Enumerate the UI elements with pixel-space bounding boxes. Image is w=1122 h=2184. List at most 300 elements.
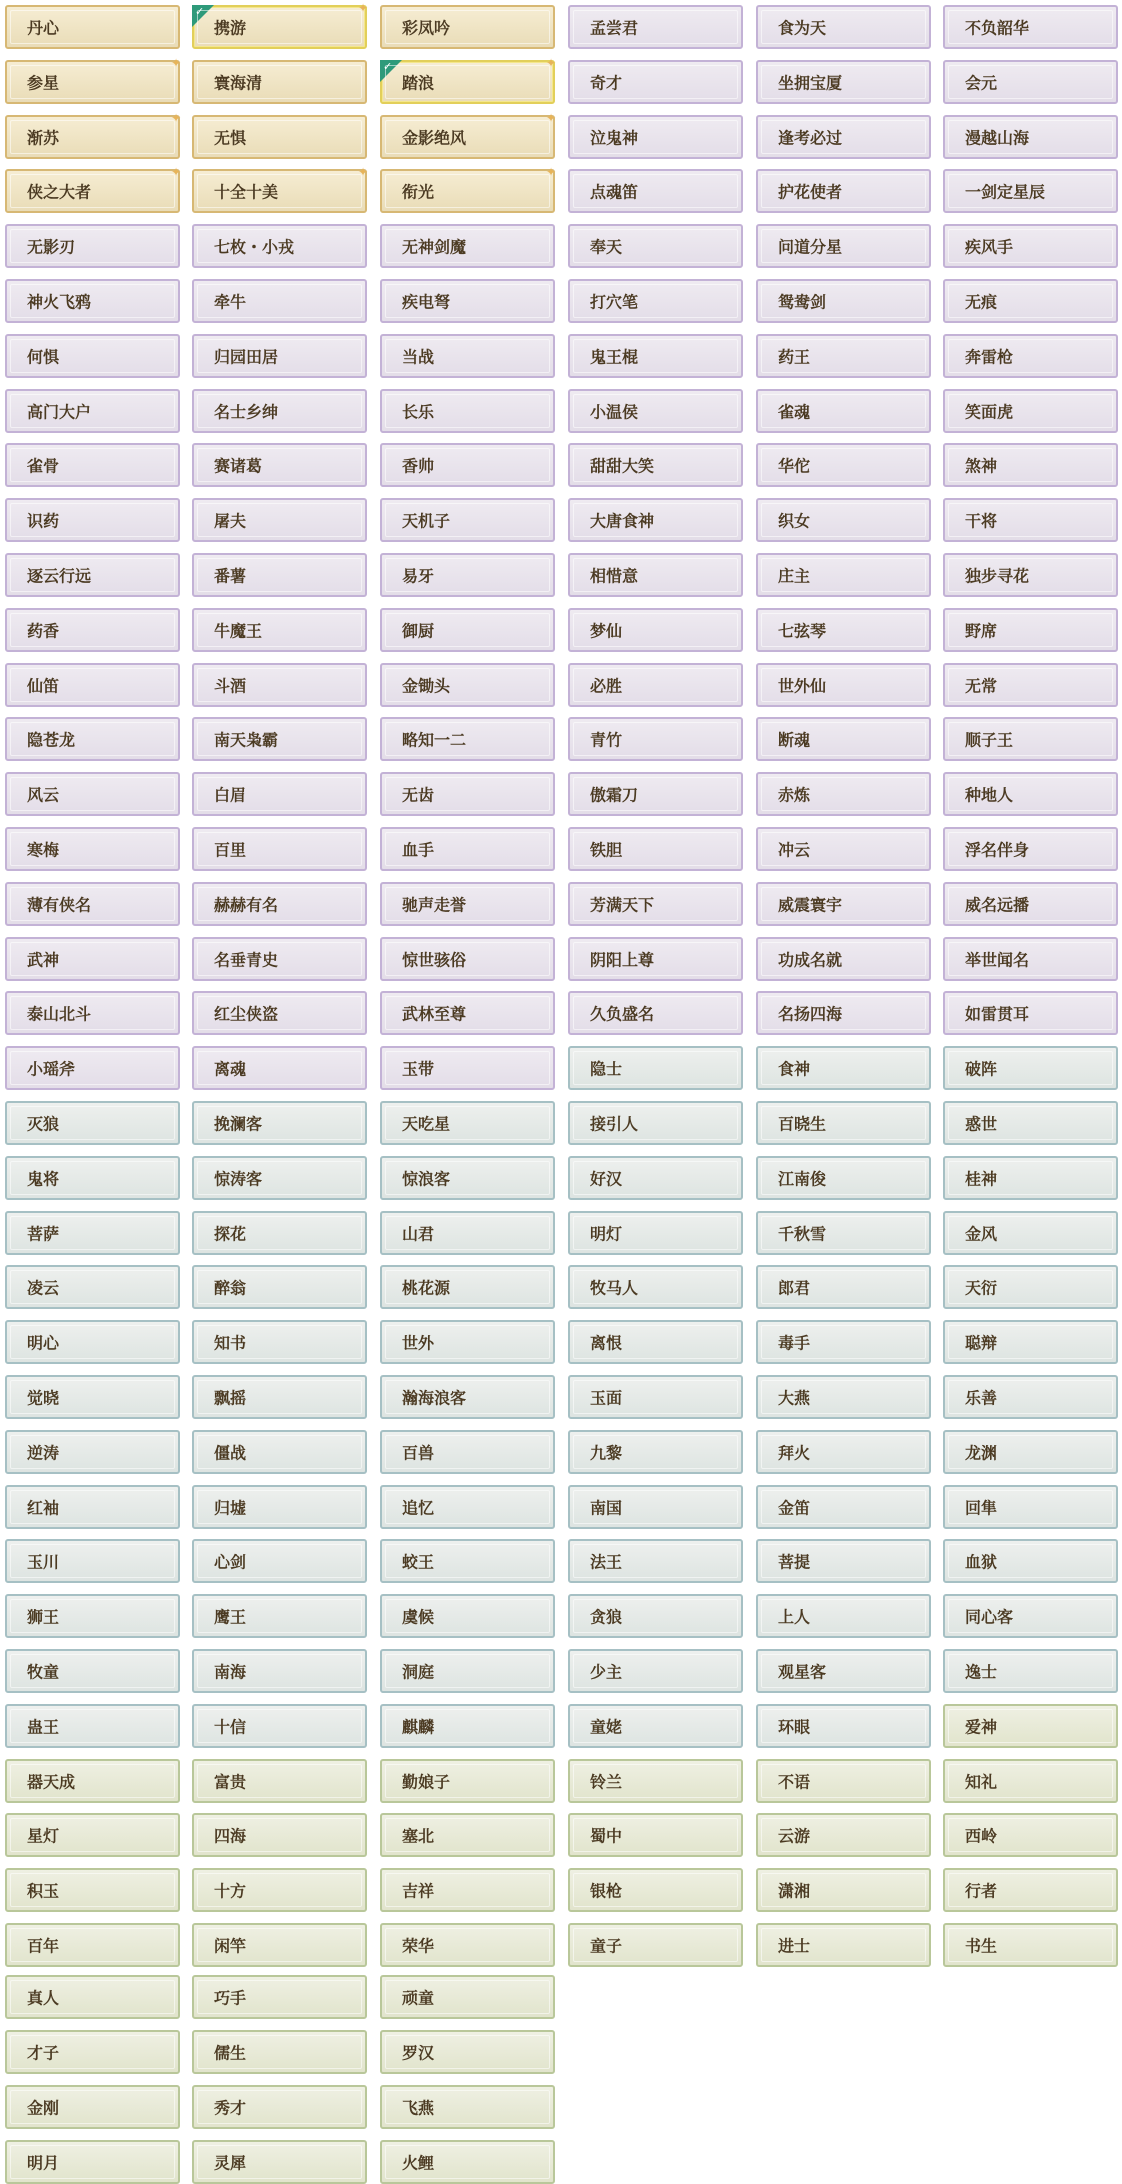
title-label: 山君 bbox=[402, 1224, 435, 1244]
title-label: 凌云 bbox=[27, 1278, 60, 1298]
title-card[interactable] bbox=[5, 663, 180, 707]
title-card[interactable] bbox=[756, 1759, 931, 1803]
title-card[interactable] bbox=[756, 443, 931, 487]
title-label: 瀚海浪客 bbox=[402, 1388, 467, 1408]
title-card[interactable] bbox=[192, 1704, 367, 1748]
title-card[interactable] bbox=[943, 224, 1118, 268]
title-card[interactable] bbox=[192, 334, 367, 378]
title-card[interactable] bbox=[380, 1704, 555, 1748]
title-card[interactable] bbox=[192, 1539, 367, 1583]
title-label: 百里 bbox=[214, 840, 247, 860]
title-label: 甜甜大笑 bbox=[590, 456, 655, 476]
title-card[interactable] bbox=[192, 827, 367, 871]
title-card[interactable] bbox=[756, 608, 931, 652]
title-card[interactable] bbox=[192, 1649, 367, 1693]
title-card[interactable] bbox=[943, 1485, 1118, 1529]
title-card[interactable] bbox=[192, 1923, 367, 1967]
title-card[interactable] bbox=[380, 663, 555, 707]
title-card[interactable] bbox=[756, 1046, 931, 1090]
title-card[interactable] bbox=[5, 1704, 180, 1748]
title-card[interactable] bbox=[5, 165, 181, 213]
title-card[interactable] bbox=[756, 60, 931, 104]
title-card[interactable] bbox=[5, 443, 180, 487]
title-card[interactable] bbox=[943, 1156, 1118, 1200]
title-card[interactable] bbox=[568, 827, 743, 871]
title-card[interactable] bbox=[192, 389, 367, 433]
title-label: 渐苏 bbox=[27, 128, 60, 148]
title-card[interactable] bbox=[380, 1265, 555, 1309]
title-card[interactable] bbox=[5, 882, 180, 926]
title-label: 巧手 bbox=[214, 1988, 247, 2008]
title-card[interactable] bbox=[943, 1594, 1118, 1638]
title-label: 惊浪客 bbox=[402, 1169, 451, 1189]
title-card[interactable] bbox=[5, 1265, 180, 1309]
title-label: 上人 bbox=[778, 1607, 811, 1627]
title-card[interactable] bbox=[380, 498, 555, 542]
title-card[interactable] bbox=[192, 553, 367, 597]
title-card[interactable] bbox=[568, 772, 743, 816]
title-card[interactable] bbox=[756, 389, 931, 433]
title-card[interactable] bbox=[380, 110, 556, 159]
title-label: 勤娘子 bbox=[402, 1772, 451, 1792]
title-card[interactable] bbox=[568, 1375, 743, 1419]
title-label: 食为天 bbox=[778, 18, 827, 38]
title-card[interactable] bbox=[568, 1704, 743, 1748]
title-card[interactable] bbox=[756, 169, 931, 213]
title-card[interactable] bbox=[943, 1211, 1118, 1255]
new-badge-icon: ✦ bbox=[357, 1, 368, 15]
title-card[interactable] bbox=[380, 1320, 555, 1364]
title-card[interactable] bbox=[5, 1375, 180, 1419]
title-card[interactable] bbox=[380, 1975, 555, 2019]
title-card[interactable] bbox=[380, 224, 555, 268]
title-card[interactable] bbox=[5, 110, 181, 159]
title-label: 心剑 bbox=[214, 1552, 247, 1572]
title-card[interactable] bbox=[568, 1649, 743, 1693]
title-card[interactable] bbox=[756, 115, 931, 159]
title-card[interactable] bbox=[756, 5, 931, 49]
title-card[interactable] bbox=[192, 1430, 367, 1474]
title-card[interactable] bbox=[943, 553, 1118, 597]
title-label: 识药 bbox=[27, 511, 60, 531]
title-card[interactable] bbox=[5, 1539, 180, 1583]
title-card[interactable] bbox=[943, 1046, 1118, 1090]
title-label: 无惧 bbox=[214, 128, 247, 148]
title-card[interactable] bbox=[943, 279, 1118, 323]
title-label: 相惜意 bbox=[590, 566, 639, 586]
title-card[interactable] bbox=[192, 224, 367, 268]
title-card[interactable] bbox=[5, 1813, 180, 1857]
title-card[interactable] bbox=[943, 991, 1118, 1035]
title-card[interactable] bbox=[192, 60, 367, 104]
title-label: 功成名就 bbox=[778, 950, 843, 970]
title-label: 逆涛 bbox=[27, 1443, 60, 1463]
title-label: 金锄头 bbox=[402, 676, 451, 696]
title-card[interactable] bbox=[943, 334, 1118, 378]
title-card[interactable] bbox=[943, 115, 1118, 159]
title-card[interactable] bbox=[568, 1265, 743, 1309]
title-card[interactable] bbox=[756, 498, 931, 542]
title-card[interactable] bbox=[5, 1101, 180, 1145]
title-card[interactable] bbox=[5, 1759, 180, 1803]
title-card[interactable] bbox=[568, 1156, 743, 1200]
title-card[interactable] bbox=[568, 1868, 743, 1912]
title-card[interactable] bbox=[380, 1923, 555, 1967]
title-label: 南海 bbox=[214, 1662, 247, 1682]
title-label: 隐苍龙 bbox=[27, 730, 76, 750]
title-card[interactable] bbox=[568, 1211, 743, 1255]
title-card[interactable] bbox=[192, 165, 368, 213]
title-card[interactable] bbox=[756, 334, 931, 378]
title-card[interactable] bbox=[380, 937, 555, 981]
title-card[interactable] bbox=[943, 1704, 1118, 1748]
title-card[interactable] bbox=[568, 1320, 743, 1364]
title-card[interactable] bbox=[568, 717, 743, 761]
title-label: 十全十美 bbox=[214, 182, 279, 202]
title-card[interactable] bbox=[568, 663, 743, 707]
title-card[interactable] bbox=[943, 1375, 1118, 1419]
title-label: 泣鬼神 bbox=[590, 128, 639, 148]
title-label: 不负韶华 bbox=[965, 18, 1030, 38]
title-card[interactable] bbox=[380, 608, 555, 652]
title-card[interactable] bbox=[5, 1923, 180, 1967]
title-label: 打穴笔 bbox=[590, 292, 639, 312]
title-card[interactable] bbox=[5, 1156, 180, 1200]
title-card[interactable] bbox=[5, 224, 180, 268]
title-card[interactable] bbox=[192, 717, 367, 761]
title-card[interactable] bbox=[756, 1211, 931, 1255]
title-card[interactable] bbox=[943, 663, 1118, 707]
title-card[interactable] bbox=[192, 1320, 367, 1364]
title-label: 玉带 bbox=[402, 1059, 435, 1079]
title-card[interactable] bbox=[192, 1485, 367, 1529]
title-card[interactable] bbox=[380, 1539, 555, 1583]
title-card[interactable] bbox=[5, 553, 180, 597]
title-label: 龙渊 bbox=[965, 1443, 998, 1463]
title-card[interactable] bbox=[568, 991, 743, 1035]
title-card[interactable] bbox=[756, 827, 931, 871]
title-card[interactable] bbox=[192, 2030, 367, 2074]
title-label: 驰声走誉 bbox=[402, 895, 467, 915]
title-card[interactable] bbox=[192, 1211, 367, 1255]
title-card[interactable] bbox=[5, 2030, 180, 2074]
title-label: 不语 bbox=[778, 1772, 811, 1792]
title-card[interactable] bbox=[568, 1539, 743, 1583]
title-card[interactable] bbox=[756, 772, 931, 816]
title-card[interactable] bbox=[5, 55, 181, 104]
title-card[interactable] bbox=[5, 1320, 180, 1364]
title-card[interactable] bbox=[568, 169, 743, 213]
title-card[interactable] bbox=[756, 1375, 931, 1419]
title-card[interactable] bbox=[756, 1156, 931, 1200]
title-label: 探花 bbox=[214, 1224, 247, 1244]
title-label: 知书 bbox=[214, 1333, 247, 1353]
title-card[interactable] bbox=[568, 1485, 743, 1529]
title-card[interactable] bbox=[568, 882, 743, 926]
title-card[interactable] bbox=[380, 279, 555, 323]
title-card[interactable] bbox=[568, 334, 743, 378]
title-card[interactable] bbox=[568, 5, 743, 49]
title-card[interactable] bbox=[380, 165, 556, 213]
title-card[interactable] bbox=[943, 1923, 1118, 1967]
title-label: 无神剑魔 bbox=[402, 237, 467, 257]
title-card[interactable] bbox=[192, 991, 367, 1035]
title-card[interactable] bbox=[943, 1868, 1118, 1912]
title-card[interactable] bbox=[943, 608, 1118, 652]
title-card[interactable] bbox=[5, 5, 180, 49]
title-card[interactable] bbox=[192, 882, 367, 926]
title-card[interactable] bbox=[568, 115, 743, 159]
title-card[interactable] bbox=[756, 224, 931, 268]
title-card[interactable] bbox=[192, 937, 367, 981]
title-label: 隐士 bbox=[590, 1059, 623, 1079]
title-card[interactable] bbox=[756, 663, 931, 707]
title-card[interactable] bbox=[756, 1594, 931, 1638]
title-card[interactable] bbox=[756, 1813, 931, 1857]
title-card[interactable] bbox=[568, 1923, 743, 1967]
title-card[interactable] bbox=[756, 1320, 931, 1364]
title-label: 金笛 bbox=[778, 1498, 811, 1518]
title-card[interactable] bbox=[943, 1649, 1118, 1693]
title-card[interactable] bbox=[943, 882, 1118, 926]
title-card[interactable] bbox=[192, 663, 367, 707]
title-card[interactable] bbox=[756, 279, 931, 323]
title-card[interactable] bbox=[5, 1046, 180, 1090]
title-label: 举世闻名 bbox=[965, 950, 1030, 970]
title-card[interactable] bbox=[192, 1, 368, 49]
title-label: 香帅 bbox=[402, 456, 435, 476]
title-card[interactable] bbox=[380, 1868, 555, 1912]
title-card[interactable] bbox=[5, 1430, 180, 1474]
title-card[interactable] bbox=[943, 1813, 1118, 1857]
title-card[interactable] bbox=[756, 1704, 931, 1748]
title-card[interactable] bbox=[5, 1594, 180, 1638]
title-label: 毒手 bbox=[778, 1333, 811, 1353]
title-label: 铁胆 bbox=[590, 840, 623, 860]
title-card[interactable] bbox=[380, 55, 556, 104]
title-card[interactable] bbox=[568, 1594, 743, 1638]
title-card[interactable] bbox=[5, 389, 180, 433]
title-label: 狮王 bbox=[27, 1607, 60, 1627]
title-card[interactable] bbox=[380, 1485, 555, 1529]
title-card[interactable] bbox=[943, 827, 1118, 871]
title-card[interactable] bbox=[568, 1046, 743, 1090]
title-card[interactable] bbox=[756, 1265, 931, 1309]
title-card[interactable] bbox=[756, 991, 931, 1035]
title-card[interactable] bbox=[5, 772, 180, 816]
title-card[interactable] bbox=[756, 553, 931, 597]
title-label: 真人 bbox=[27, 1988, 60, 2008]
title-card[interactable] bbox=[756, 717, 931, 761]
title-card[interactable] bbox=[568, 553, 743, 597]
title-card[interactable] bbox=[380, 882, 555, 926]
title-label: 麒麟 bbox=[402, 1717, 435, 1737]
title-card[interactable] bbox=[943, 389, 1118, 433]
title-card[interactable] bbox=[192, 1046, 367, 1090]
title-label: 威震寰宇 bbox=[778, 895, 843, 915]
title-card[interactable] bbox=[756, 937, 931, 981]
title-card[interactable] bbox=[943, 1430, 1118, 1474]
title-label: 江南俊 bbox=[778, 1169, 827, 1189]
title-card[interactable] bbox=[380, 443, 555, 487]
title-card[interactable] bbox=[380, 772, 555, 816]
title-card[interactable] bbox=[380, 389, 555, 433]
title-label: 星灯 bbox=[27, 1826, 60, 1846]
title-card[interactable] bbox=[380, 1759, 555, 1803]
title-card[interactable] bbox=[192, 608, 367, 652]
title-card[interactable] bbox=[380, 1813, 555, 1857]
title-label: 番薯 bbox=[214, 566, 247, 586]
title-card[interactable] bbox=[943, 498, 1118, 542]
title-label: 奇才 bbox=[590, 73, 623, 93]
title-card[interactable] bbox=[192, 2140, 367, 2184]
title-card[interactable] bbox=[756, 1485, 931, 1529]
title-card[interactable] bbox=[568, 498, 743, 542]
title-card[interactable] bbox=[943, 1759, 1118, 1803]
title-label: 归墟 bbox=[214, 1498, 247, 1518]
title-card[interactable] bbox=[192, 1813, 367, 1857]
title-card[interactable] bbox=[756, 1649, 931, 1693]
title-card[interactable] bbox=[756, 1923, 931, 1967]
title-label: 无齿 bbox=[402, 785, 435, 805]
title-card[interactable] bbox=[192, 1759, 367, 1803]
title-card[interactable] bbox=[568, 389, 743, 433]
title-card[interactable] bbox=[568, 1813, 743, 1857]
title-card[interactable] bbox=[943, 772, 1118, 816]
title-card[interactable] bbox=[380, 1375, 555, 1419]
title-card[interactable] bbox=[5, 498, 180, 542]
title-card[interactable] bbox=[192, 498, 367, 542]
title-card[interactable] bbox=[380, 553, 555, 597]
title-label: 独步寻花 bbox=[965, 566, 1030, 586]
title-card[interactable] bbox=[5, 1211, 180, 1255]
title-label: 寰海清 bbox=[214, 73, 263, 93]
title-label: 百晓生 bbox=[778, 1114, 827, 1134]
title-label: 断魂 bbox=[778, 730, 811, 750]
title-label: 洞庭 bbox=[402, 1662, 435, 1682]
title-card[interactable] bbox=[943, 1320, 1118, 1364]
title-card[interactable] bbox=[5, 2085, 180, 2129]
title-card[interactable] bbox=[568, 937, 743, 981]
title-label: 赫赫有名 bbox=[214, 895, 279, 915]
title-card[interactable] bbox=[380, 5, 555, 49]
title-label: 御厨 bbox=[402, 621, 435, 641]
title-card[interactable] bbox=[943, 169, 1118, 213]
title-card[interactable] bbox=[192, 772, 367, 816]
title-label: 行者 bbox=[965, 1881, 998, 1901]
title-card[interactable] bbox=[943, 443, 1118, 487]
title-card[interactable] bbox=[568, 224, 743, 268]
title-card[interactable] bbox=[380, 1594, 555, 1638]
title-label: 童姥 bbox=[590, 1717, 623, 1737]
title-card[interactable] bbox=[192, 1868, 367, 1912]
title-card[interactable] bbox=[568, 60, 743, 104]
title-card[interactable] bbox=[380, 991, 555, 1035]
title-label: 西岭 bbox=[965, 1826, 998, 1846]
title-card[interactable] bbox=[568, 279, 743, 323]
title-card[interactable] bbox=[568, 1101, 743, 1145]
title-card[interactable] bbox=[192, 115, 367, 159]
title-card[interactable] bbox=[568, 1430, 743, 1474]
title-label: 名士乡绅 bbox=[214, 402, 279, 422]
title-card[interactable] bbox=[5, 1975, 180, 2019]
title-card[interactable] bbox=[192, 1375, 367, 1419]
title-card[interactable] bbox=[943, 1101, 1118, 1145]
title-card[interactable] bbox=[5, 608, 180, 652]
title-card[interactable] bbox=[5, 717, 180, 761]
title-card[interactable] bbox=[756, 882, 931, 926]
title-label: 蛟王 bbox=[402, 1552, 435, 1572]
title-label: 世外仙 bbox=[778, 676, 827, 696]
title-card[interactable] bbox=[5, 827, 180, 871]
title-card[interactable] bbox=[943, 5, 1118, 49]
title-card[interactable] bbox=[192, 1101, 367, 1145]
title-card[interactable] bbox=[756, 1868, 931, 1912]
title-label: 玉川 bbox=[27, 1552, 60, 1572]
title-card[interactable] bbox=[5, 2140, 180, 2184]
title-label: 傲霜刀 bbox=[590, 785, 639, 805]
title-card[interactable] bbox=[5, 1649, 180, 1693]
title-card[interactable] bbox=[5, 279, 180, 323]
title-card[interactable] bbox=[756, 1101, 931, 1145]
title-card[interactable] bbox=[192, 1156, 367, 1200]
title-card[interactable] bbox=[943, 937, 1118, 981]
title-card[interactable] bbox=[380, 2030, 555, 2074]
title-card[interactable] bbox=[568, 443, 743, 487]
title-label: 药王 bbox=[778, 347, 811, 367]
title-card[interactable] bbox=[756, 1430, 931, 1474]
title-card[interactable] bbox=[380, 1156, 555, 1200]
title-card[interactable] bbox=[5, 937, 180, 981]
title-card[interactable] bbox=[380, 1649, 555, 1693]
title-card[interactable] bbox=[756, 1539, 931, 1583]
title-card[interactable] bbox=[192, 1594, 367, 1638]
title-card[interactable] bbox=[192, 443, 367, 487]
title-card[interactable] bbox=[380, 1211, 555, 1255]
title-label: 觉晓 bbox=[27, 1388, 60, 1408]
title-card[interactable] bbox=[380, 827, 555, 871]
title-card[interactable] bbox=[380, 1101, 555, 1145]
title-label: 仙笛 bbox=[27, 676, 60, 696]
title-card[interactable] bbox=[943, 60, 1118, 104]
title-card[interactable] bbox=[380, 1046, 555, 1090]
title-card[interactable] bbox=[568, 1759, 743, 1803]
title-card[interactable] bbox=[192, 1975, 367, 2019]
title-card[interactable] bbox=[943, 717, 1118, 761]
title-label: 野席 bbox=[965, 621, 998, 641]
title-card[interactable] bbox=[5, 1485, 180, 1529]
title-card[interactable] bbox=[5, 991, 180, 1035]
title-card[interactable] bbox=[380, 2085, 555, 2129]
title-label: 衔光 bbox=[402, 182, 435, 202]
title-card[interactable] bbox=[568, 608, 743, 652]
title-label: 会元 bbox=[965, 73, 998, 93]
title-card[interactable] bbox=[192, 1265, 367, 1309]
title-label: 四海 bbox=[214, 1826, 247, 1846]
title-card[interactable] bbox=[943, 1539, 1118, 1583]
title-label: 郎君 bbox=[778, 1278, 811, 1298]
title-card[interactable] bbox=[5, 1868, 180, 1912]
title-card[interactable] bbox=[380, 1430, 555, 1474]
title-card[interactable] bbox=[380, 334, 555, 378]
title-card[interactable] bbox=[5, 334, 180, 378]
title-card[interactable] bbox=[380, 2140, 555, 2184]
title-card[interactable] bbox=[192, 2085, 367, 2129]
title-label: 无影刃 bbox=[27, 237, 76, 257]
title-card[interactable] bbox=[943, 1265, 1118, 1309]
title-card[interactable] bbox=[192, 279, 367, 323]
title-card[interactable] bbox=[380, 717, 555, 761]
